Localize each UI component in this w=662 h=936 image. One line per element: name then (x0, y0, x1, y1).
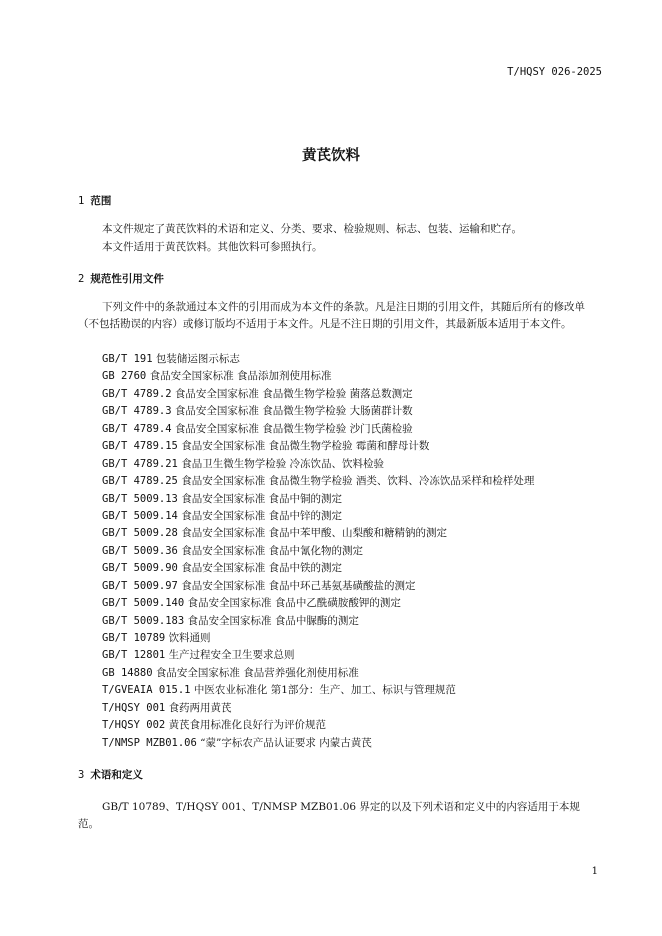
reference-code: GB/T 5009.183 (102, 614, 185, 627)
reference-item (102, 368, 534, 385)
reference-code: GB/T 4789.2 (102, 387, 172, 400)
reference-name: 食品安全国家标准 食品中锌的测定 (181, 509, 343, 522)
reference-code: T/NMSP MZB01.06 (102, 736, 197, 749)
section-number: 3 (78, 769, 85, 781)
reference-code: GB/T 191 (102, 353, 153, 365)
section-heading-terms-definitions (78, 767, 143, 782)
section-number: 1 (78, 195, 85, 207)
reference-name: 食品安全国家标准 食品微生物学检验 酒类、饮料、冷冻饮品采样和检样处理 (181, 475, 535, 488)
reference-name: “蒙”字标农产品认证要求 内蒙古黄芪 (200, 736, 372, 749)
reference-code: GB/T 4789.25 (102, 475, 178, 488)
reference-code: GB/T 10789 (102, 632, 166, 644)
terms-paragraph: GB/T 10789、T/HQSY 001、T/NMSP MZB01.06 界定的以及下列术语和定义中的内容适用于本规范。 (78, 801, 580, 830)
reference-name: 生产过程安全卫生要求总则 (168, 649, 295, 662)
reference-code: GB/T 4789.4 (102, 422, 172, 435)
reference-code: GB 14880 (102, 666, 153, 679)
reference-name: 食品安全国家标准 食品微生物学检验 菌落总数测定 (174, 387, 413, 400)
references-intro-paragraph: 下列文件中的条款通过本文件的引用而成为本文件的条款。凡是注日期的引用文件，其随后所有的修改单（不包括勘误的内容）或修订版均不适用于本文件。凡是不注日期的引用文件，其最新版本适用于本文件。 (78, 301, 585, 330)
reference-code: GB/T 5009.13 (102, 492, 178, 505)
reference-item (102, 403, 534, 420)
section-title: 术语和定义 (90, 769, 143, 781)
reference-name: 黄芪食用标准化良好行为评价规范 (168, 719, 327, 732)
reference-code: GB/T 5009.140 (102, 597, 185, 610)
reference-code: GB/T 5009.28 (102, 527, 178, 540)
reference-item (102, 508, 534, 525)
section-title: 范围 (90, 195, 112, 207)
reference-code: T/HQSY 001 (102, 701, 166, 714)
reference-code: GB/T 4789.15 (102, 440, 178, 453)
reference-item (102, 682, 534, 699)
reference-item (102, 717, 534, 734)
reference-name: 食品安全国家标准 食品添加剂使用标准 (149, 370, 332, 383)
reference-item (102, 647, 534, 664)
reference-name: 食品安全国家标准 食品中乙酰磺胺酸钾的测定 (187, 597, 401, 610)
page-number: 1 (591, 866, 598, 877)
reference-item (102, 665, 534, 682)
section-title: 规范性引用文件 (90, 273, 164, 285)
reference-item (102, 386, 534, 403)
reference-code: GB/T 4789.3 (102, 405, 172, 418)
standard-code: T/HQSY 026-2025 (507, 66, 602, 78)
reference-name: 食品安全国家标准 食品中氰化物的测定 (181, 544, 364, 557)
section-number: 2 (78, 273, 85, 285)
scope-paragraph-1: 本文件规定了黄芪饮料的术语和定义、分类、要求、检验规则、标志、包装、运输和贮存。 (102, 223, 522, 235)
reference-item (102, 613, 534, 630)
reference-name: 食品安全国家标准 食品营养强化剂使用标准 (155, 666, 359, 679)
reference-item (102, 578, 534, 595)
section-heading-scope (78, 193, 111, 208)
reference-item (102, 351, 534, 368)
reference-code: GB/T 5009.90 (102, 562, 178, 575)
reference-name: 包装储运图示标志 (155, 353, 240, 365)
reference-name: 食品安全国家标准 食品中铁的测定 (181, 562, 343, 575)
reference-code: GB 2760 (102, 370, 147, 383)
document-title: 黄芪饮料 (302, 148, 360, 164)
reference-name: 食品安全国家标准 食品中铜的测定 (181, 492, 343, 505)
reference-name: 食品安全国家标准 食品中脲酶的测定 (187, 614, 359, 627)
reference-item (102, 438, 534, 455)
reference-code: T/HQSY 002 (102, 719, 166, 732)
reference-item (102, 543, 534, 560)
reference-item (102, 700, 534, 717)
reference-list (102, 351, 534, 752)
reference-code: GB/T 4789.21 (102, 457, 178, 470)
reference-code: GB/T 5009.97 (102, 579, 178, 592)
reference-item (102, 421, 534, 438)
reference-item (102, 630, 534, 647)
reference-name: 食品安全国家标准 食品中环己基氨基磺酸盐的测定 (181, 579, 416, 592)
reference-name: 食品安全国家标准 食品中苯甲酸、山梨酸和糖精钠的测定 (181, 527, 448, 540)
reference-name: 食品安全国家标准 食品微生物学检验 霉菌和酵母计数 (181, 440, 430, 453)
scope-paragraph-2: 本文件适用于黄芪饮料。其他饮料可参照执行。 (102, 241, 323, 253)
reference-item (102, 735, 534, 752)
reference-item (102, 525, 534, 542)
reference-item (102, 560, 534, 577)
reference-name: 中医农业标准化 第1部分：生产、加工、标识与管理规范 (193, 684, 456, 697)
reference-code: T/GVEAIA 015.1 (102, 684, 191, 697)
reference-item (102, 491, 534, 508)
reference-name: 饮料通则 (168, 632, 211, 644)
reference-name: 食品安全国家标准 食品微生物学检验 大肠菌群计数 (174, 405, 413, 418)
reference-name: 食药两用黄芪 (168, 701, 232, 714)
reference-item (102, 456, 534, 473)
reference-code: GB/T 12801 (102, 649, 166, 662)
reference-item (102, 595, 534, 612)
reference-name: 食品安全国家标准 食品微生物学检验 沙门氏菌检验 (174, 422, 413, 435)
section-heading-normative-references (78, 271, 164, 286)
reference-name: 食品卫生微生物学检验 冷冻饮品、饮料检验 (181, 457, 385, 470)
reference-code: GB/T 5009.36 (102, 544, 178, 557)
reference-code: GB/T 5009.14 (102, 509, 178, 522)
reference-item (102, 473, 534, 490)
